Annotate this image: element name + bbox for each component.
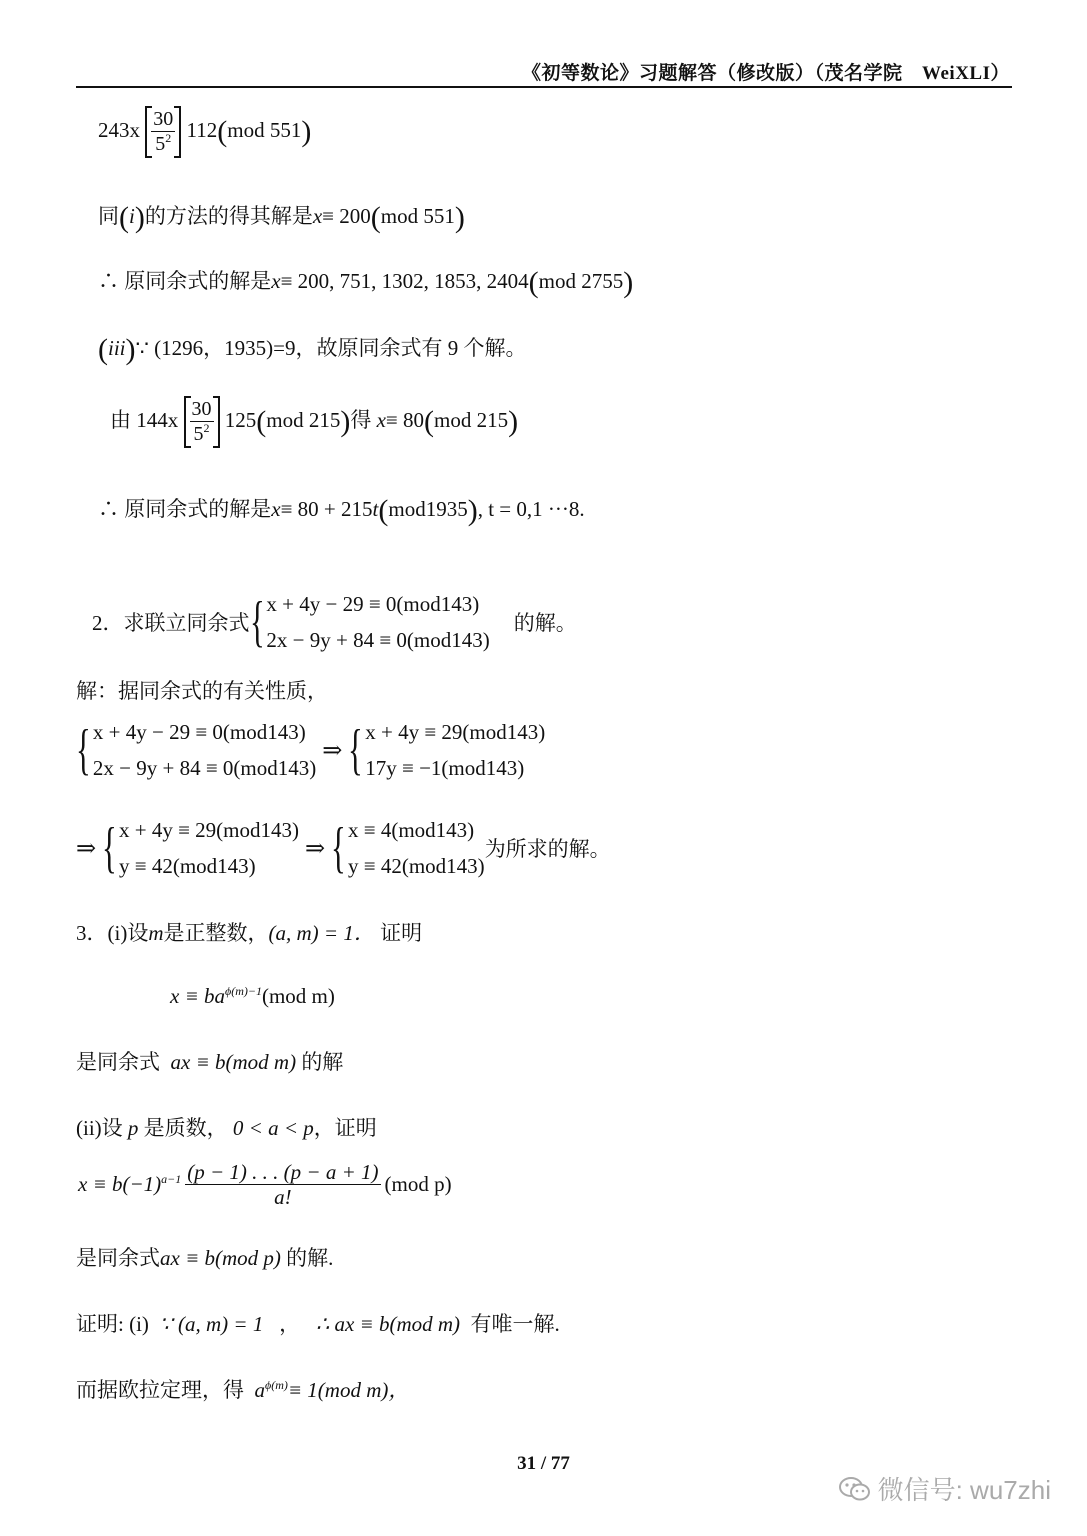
text: ≡ 200, 751, 1302, 1853, 2404 [280,269,529,293]
text: mod 215 [434,407,509,432]
text: ∴ 原同余式的解是 [98,269,272,293]
text: ax ≡ b(mod p) [160,1246,281,1270]
floor-bracket [145,108,181,156]
frac-num: 30 [153,108,174,130]
text: mod 215 [266,407,341,432]
statement-b [76,1242,333,1272]
text: ∴ ax ≡ b(mod m) [315,1312,461,1336]
system: { x ≡ 4(mod143) y ≡ 42(mod143) [331,812,485,884]
text: 112 [186,117,218,142]
text: 的解. [286,1246,334,1270]
equation-line-5: 由 144x $\frac{30}{5^2}$ 125(mod 215)得 x≡ 80(mod 215) [110,398,519,445]
text: 的方法的得其解是 [144,204,313,228]
equation-line-6: ∴ 原同余式的解是x≡ 80 + 215t(mod1935), t = 0,1 ···8. [98,494,585,527]
row: y ≡ 42(mod143) [348,854,485,879]
text: x ≡ b(−1) [78,1172,162,1197]
problem-2 [92,586,577,658]
text: p [127,1116,139,1140]
text: ∵ (a, m) = 1 [159,1312,264,1336]
text: 的解 [301,1050,344,1074]
text: 是同余式 [76,1050,160,1074]
text: i [129,204,135,228]
text: 3．(i)设 [76,921,149,945]
proof-line [76,1308,560,1338]
implies-symbol: ⇒ [305,835,326,862]
text: 是同余式 [76,1246,160,1270]
text: x [271,497,281,521]
text: ≡ 80 + 215 [280,497,373,521]
text: ϕ(m)−1 [225,984,262,998]
row: x + 4y − 29 ≡ 0(mod143) [266,592,480,616]
text: x ≡ ba [170,984,225,1008]
text: ϕ(m) [265,1378,288,1392]
equation-line-3: ∴ 原同余式的解是x≡ 200, 751, 1302, 1853, 2404(mod 2755) [98,266,634,299]
solution-step-2 [76,812,611,884]
page-header: 《初等数论》习题解答（修改版）（茂名学院 WeiXLI） [522,63,1010,84]
statement-a [76,1046,343,1076]
text: (ii)设 [76,1116,123,1140]
text: ≡ 1(mod m)， [287,1378,410,1402]
text: 得 [350,407,372,432]
frac-num: (p − 1) . . . (p − a + 1) [187,1160,379,1184]
text: mod 551 [380,204,455,228]
row: 2x − 9y + 84 ≡ 0(mod143) [266,628,490,653]
text: x [312,204,323,228]
text: a [254,1378,265,1402]
formula-2 [78,1160,452,1209]
text: (mod p) [384,1172,452,1197]
system: { x + 4y − 29 ≡ 0(mod143) 2x − 9y + 84 ≡ 0(mod143) [76,714,316,786]
text: 2．求联立同余式 [92,611,250,636]
watermark [838,1470,1051,1507]
text: 而据欧拉定理，得 [76,1378,244,1402]
implies-symbol: ⇒ [76,835,97,862]
page-number: 31 / 77 [517,1453,570,1474]
text: 125 [224,407,257,432]
row: x ≡ 4(mod143) [348,818,475,842]
text: ax ≡ b(mod m) [170,1050,297,1074]
text: t [372,497,379,521]
text: 由 144x [110,407,179,432]
solution-step-1 [76,714,545,786]
text: a−1 [161,1172,182,1186]
wechat-icon [838,1475,872,1503]
system: { x + 4y − 29 ≡ 0(mod143) 2x − 9y + 84 ≡ 0(mod143) [250,586,490,658]
text: mod1935 [388,497,468,521]
text: (mod m) [261,984,335,1008]
text: 证明: (i) [76,1312,149,1336]
text: x [271,269,281,293]
frac-exp: 2 [165,131,172,145]
row: x + 4y − 29 ≡ 0(mod143) [92,720,306,744]
system: { x + 4y ≡ 29(mod143) y ≡ 42(mod143) [102,812,299,884]
text: 是质数， [143,1116,228,1140]
equation-line-4: (iii)∵ (1296，1935)=9，故原同余式有 9 个解。 [98,333,527,366]
formula-1 [170,984,335,1009]
euler-line [76,1374,409,1404]
text: 证明 [380,921,423,945]
row: 17y ≡ −1(mod143) [365,756,525,781]
row: x + 4y ≡ 29(mod143) [365,720,546,744]
frac-num: 30 [191,398,212,420]
header-rule [76,86,1012,88]
watermark-text: 微信号: wu7zhi [877,1475,1051,1505]
text: mod 2755 [538,269,624,293]
statement-ii [76,1112,377,1142]
text: ∴ 原同余式的解是 [98,497,272,521]
solution-intro: 解：据同余式的有关性质， [76,679,328,703]
problem-3 [76,917,422,947]
text: 是正整数， [163,921,269,945]
frac-den: a! [274,1185,292,1210]
text: (a, m) = 1． [268,921,375,945]
equation-line-1: 243x $\frac{30}{5^2}$ 112(mod 551) [98,108,312,155]
text: ，证明 [313,1116,377,1140]
text: iii [108,336,126,360]
text: , t = 0,1 ···8. [477,497,585,521]
row: x + 4y ≡ 29(mod143) [119,818,300,842]
floor-bracket [184,398,220,446]
text: ∵ (1296，1935)=9，故原同余式有 9 个解。 [135,336,527,360]
text: m [148,921,164,945]
text: 为所求的解。 [484,837,611,862]
system: { x + 4y ≡ 29(mod143) 17y ≡ −1(mod143) [348,714,545,786]
text: 243x [98,117,140,142]
text: ≡ 200 [322,204,371,228]
row: 2x − 9y + 84 ≡ 0(mod143) [92,756,317,781]
equation-line-2: 同(i)的方法的得其解是x≡ 200(mod 551) [98,201,465,234]
text: 0 < a < p [232,1116,314,1140]
text: ≡ 80 [385,407,425,432]
text: 有唯一解. [470,1312,560,1336]
frac-den: 5 [155,133,166,155]
row: y ≡ 42(mod143) [119,854,256,879]
frac-exp: 2 [203,421,210,435]
text: mod 551 [227,117,302,142]
frac-den: 5 [193,423,204,445]
text: x [376,407,386,432]
text: 的解。 [513,611,577,636]
implies-symbol: ⇒ [322,737,343,764]
text: ， [279,1312,301,1336]
text: 同 [98,204,119,228]
